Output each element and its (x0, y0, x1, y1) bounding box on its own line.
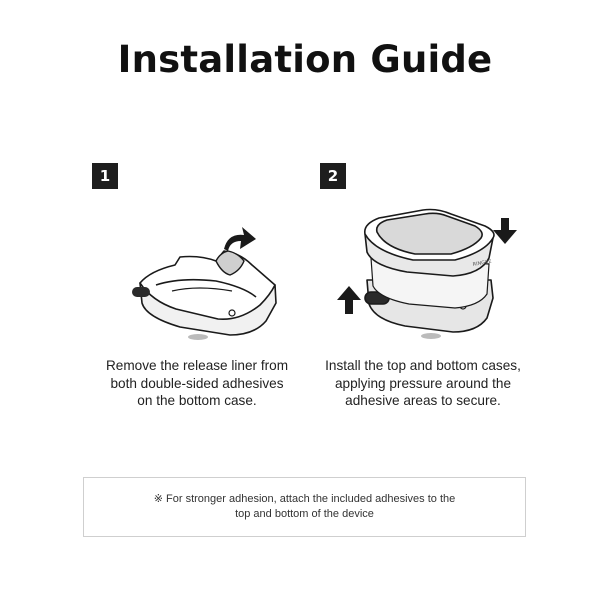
page-title: Installation Guide (117, 38, 493, 81)
device-brand-text: RINGKE (472, 258, 493, 268)
step-2-illustration (335, 208, 530, 348)
peel-arrow-icon (224, 227, 256, 251)
note-box (83, 477, 526, 537)
note-line-2: top and bottom of the device (235, 508, 374, 520)
step-1-illustration (120, 225, 290, 345)
side-button-icon (132, 287, 150, 297)
bottom-case (140, 251, 276, 335)
up-arrow-icon (337, 286, 361, 314)
step-2-badge: 2 (320, 163, 346, 189)
note-line-1: ※ For stronger adhesion, attach the included adhesives to the (153, 493, 456, 505)
step-1-caption: Remove the release liner from both double-sided adhesives on the bottom case. (105, 358, 289, 408)
step-1-badge: 1 (92, 163, 118, 189)
down-arrow-icon (493, 218, 517, 244)
step-2-caption: Install the top and bottom cases, applying pressure around the adhesive areas to secure. (325, 358, 521, 408)
